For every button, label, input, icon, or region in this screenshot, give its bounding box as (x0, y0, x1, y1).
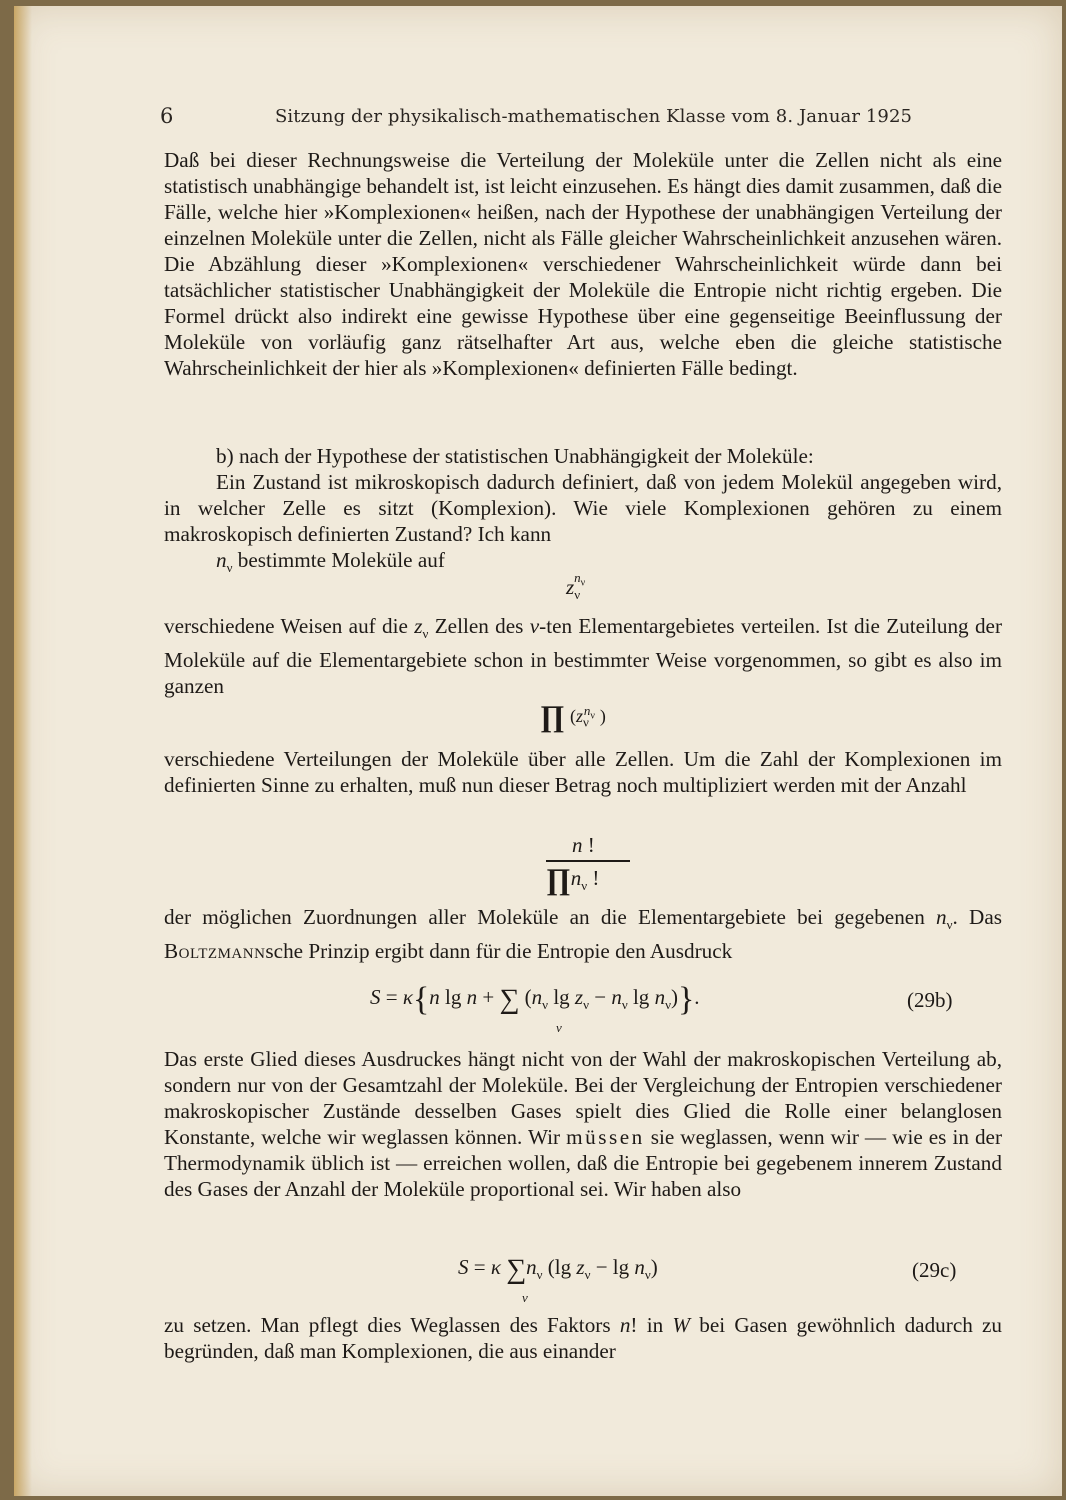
paragraph-4-part-a: verschiedene Weisen auf die (164, 614, 408, 638)
paragraph-8-text: zu setzen. Man pflegt dies Weglassen des Faktors n! in W bei Gasen gewöhnlich dadurch zu begründen, daß man Komplexionen, die aus einander (164, 1313, 1003, 1363)
paragraph-6-text: der möglichen Zuordnungen aller Moleküle an die Elementargebiete bei gegebenen $n_\nu$. Das Boltzmannsche Prinzip ergibt dann für die Entropie den Ausdruck (164, 905, 1002, 964)
paragraph-4-text: verschiedene Weisen auf die $z_\nu$ Zellen des ν-ten Elementargebietes verteilen. Ist die Zuteilung der Moleküle auf die Elementargebiete schon in bestimmter Weise vorgenommen, so gibt es also im ganzen (164, 614, 1003, 699)
paragraph-4-part-c: -ten Elementargebietes verteilen. Ist die Zuteilung der Moleküle auf die Elementargebiete schon in bestimmter Weise vorgenommen, so gibt es also im ganzen (164, 614, 1003, 699)
formula-product: ∏ ($z_\nu^{n_\nu}$ ) (540, 700, 606, 733)
section-b-heading-block (164, 443, 1002, 469)
paragraph-8-part-c: bei Gasen gewöhnlich dadurch zu begründen, daß man Komplexionen, die aus einander (164, 1313, 1003, 1363)
author-name-boltzmann: Boltzmann (164, 939, 266, 964)
running-head: Sitzung der physikalisch-mathematischen Klasse vom 8. Januar 1925 (275, 106, 913, 127)
paragraph-3 (164, 469, 1002, 581)
paragraph-6-part-c: sche Prinzip ergibt dann für die Entropie den Ausdruck (265, 939, 733, 964)
paragraph-7-part-a: Das erste Glied dieses Ausdruckes hängt nicht von der Wahl der makroskopischen Verteilung ab, sondern nur von der Gesamtzahl der Moleküle. Bei der Vergleichung der Entropien verschiedener makroskopischer Zustände desselben Gases spielt dies Glied die Rolle einer belanglosen Konstante, welche wir weglassen können. Wir (164, 1047, 1002, 1149)
section-b-heading: b) nach der Hypothese der statistischen Unabhängigkeit der Moleküle: (216, 444, 814, 468)
sum-index-nu-29b: ν (556, 1020, 562, 1035)
page-number: 6 (160, 104, 174, 128)
fraction-bar (546, 860, 630, 862)
paragraph-8-part-a: zu setzen. Man pflegt dies Weglassen des Faktors (164, 1313, 611, 1337)
paragraph-3-text: Ein Zustand ist mikroskopisch dadurch definiert, daß von jedem Molekül angegeben wird, in welcher Zelle es sitzt (Komplexion). Wie viele Komplexionen gehören zu einem makroskopisch definierten Zustand? Ich kann $n_\nu$ bestimmte Moleküle auf (164, 470, 1002, 576)
fraction-numerator: n ! (572, 833, 595, 857)
sum-index-nu-29c: ν (522, 1290, 528, 1305)
paragraph-3-main: Ein Zustand ist mikroskopisch dadurch definiert, daß von jedem Molekül angegeben wird, in welcher Zelle es sitzt (Komplexion). Wie viele Komplexionen gehören zu einem makroskopisch definierten Zustand? Ich kann (164, 470, 1002, 546)
paragraph-6-part-b: . Das (952, 905, 1002, 929)
emphasized-muessen: müssen (566, 1125, 645, 1149)
paragraph-8-part-b: in (646, 1313, 664, 1337)
formula-z-power: $z_\nu^{n_\nu}$ (566, 570, 586, 603)
paragraph-1-text: Daß bei dieser Rechnungsweise die Verteilung der Moleküle unter die Zellen nicht als eine statistisch unabhängige behandelt ist, ist leicht einzusehen. Es hängt dies damit zusammen, daß die Fälle, welche hier »Komplexionen« heißen, nach der Hypothese der unabhängigen Verteilung der einzelnen Moleküle unter die Zellen, nicht als Fälle gleicher Wahrscheinlichkeit anzusehen wären. Die Abzählung dieser »Komplexionen« verschiedener Wahrscheinlichkeit würde dann bei tatsächlicher statistischer Unabhängigkeit der Moleküle die Entropie nicht richtig ergeben. Die Formel drückt also indirekt eine gewisse Hypothese über eine gegenseitige Beeinflussung der Moleküle von vorläufig ganz rätselhafter Art aus, welche eben die gleiche statistische Wahrscheinlichkeit der hier als »Komplexionen« definierten Fälle bedingt. (164, 148, 1002, 380)
paragraph-1 (164, 147, 1002, 381)
fraction-denominator: $\prod n_\nu$ ! (546, 863, 600, 896)
paragraph-5 (164, 746, 1002, 798)
paragraph-4 (164, 613, 1002, 699)
aged-page-edge (14, 6, 32, 1496)
paragraph-6-part-a: der möglichen Zuordnungen aller Moleküle an die Elementargebiete bei gegebenen (164, 905, 925, 929)
paragraph-4-part-b: Zellen des (434, 614, 524, 638)
equation-29b: S = κ{n lg n + ∑ ($n_\nu$ $\lg z_\nu - n_\nu$ $\lg n_\nu$)}. (370, 981, 700, 1018)
paragraph-7 (164, 1046, 1002, 1202)
equation-29b-label: (29b) (907, 988, 953, 1012)
paragraph-7-text (164, 1046, 1002, 1202)
paragraph-5-text: verschiedene Verteilungen der Moleküle über alle Zellen. Um die Zahl der Komplexionen im definierten Sinne zu erhalten, muß nun dieser Betrag noch multipliziert werden mit der Anzahl (164, 747, 1002, 797)
paragraph-3-tail: bestimmte Moleküle auf (237, 548, 445, 572)
paragraph-7-part-b: sie weglassen, wenn wir — wie es in der Thermodynamik üblich ist — erreichen wollen, daß die Entropie bei gegebenem innerem Zustand des Gases der Anzahl der Moleküle proportional sei. Wir haben also (164, 1125, 1003, 1201)
paragraph-6 (164, 904, 1002, 964)
paragraph-8 (164, 1312, 1002, 1364)
equation-29c-label: (29c) (912, 1258, 957, 1282)
equation-29c: S = κ $\sum n_\nu$ (lg $z_\nu - \lg n_\nu$) (458, 1254, 658, 1285)
paper-page (14, 6, 1062, 1496)
